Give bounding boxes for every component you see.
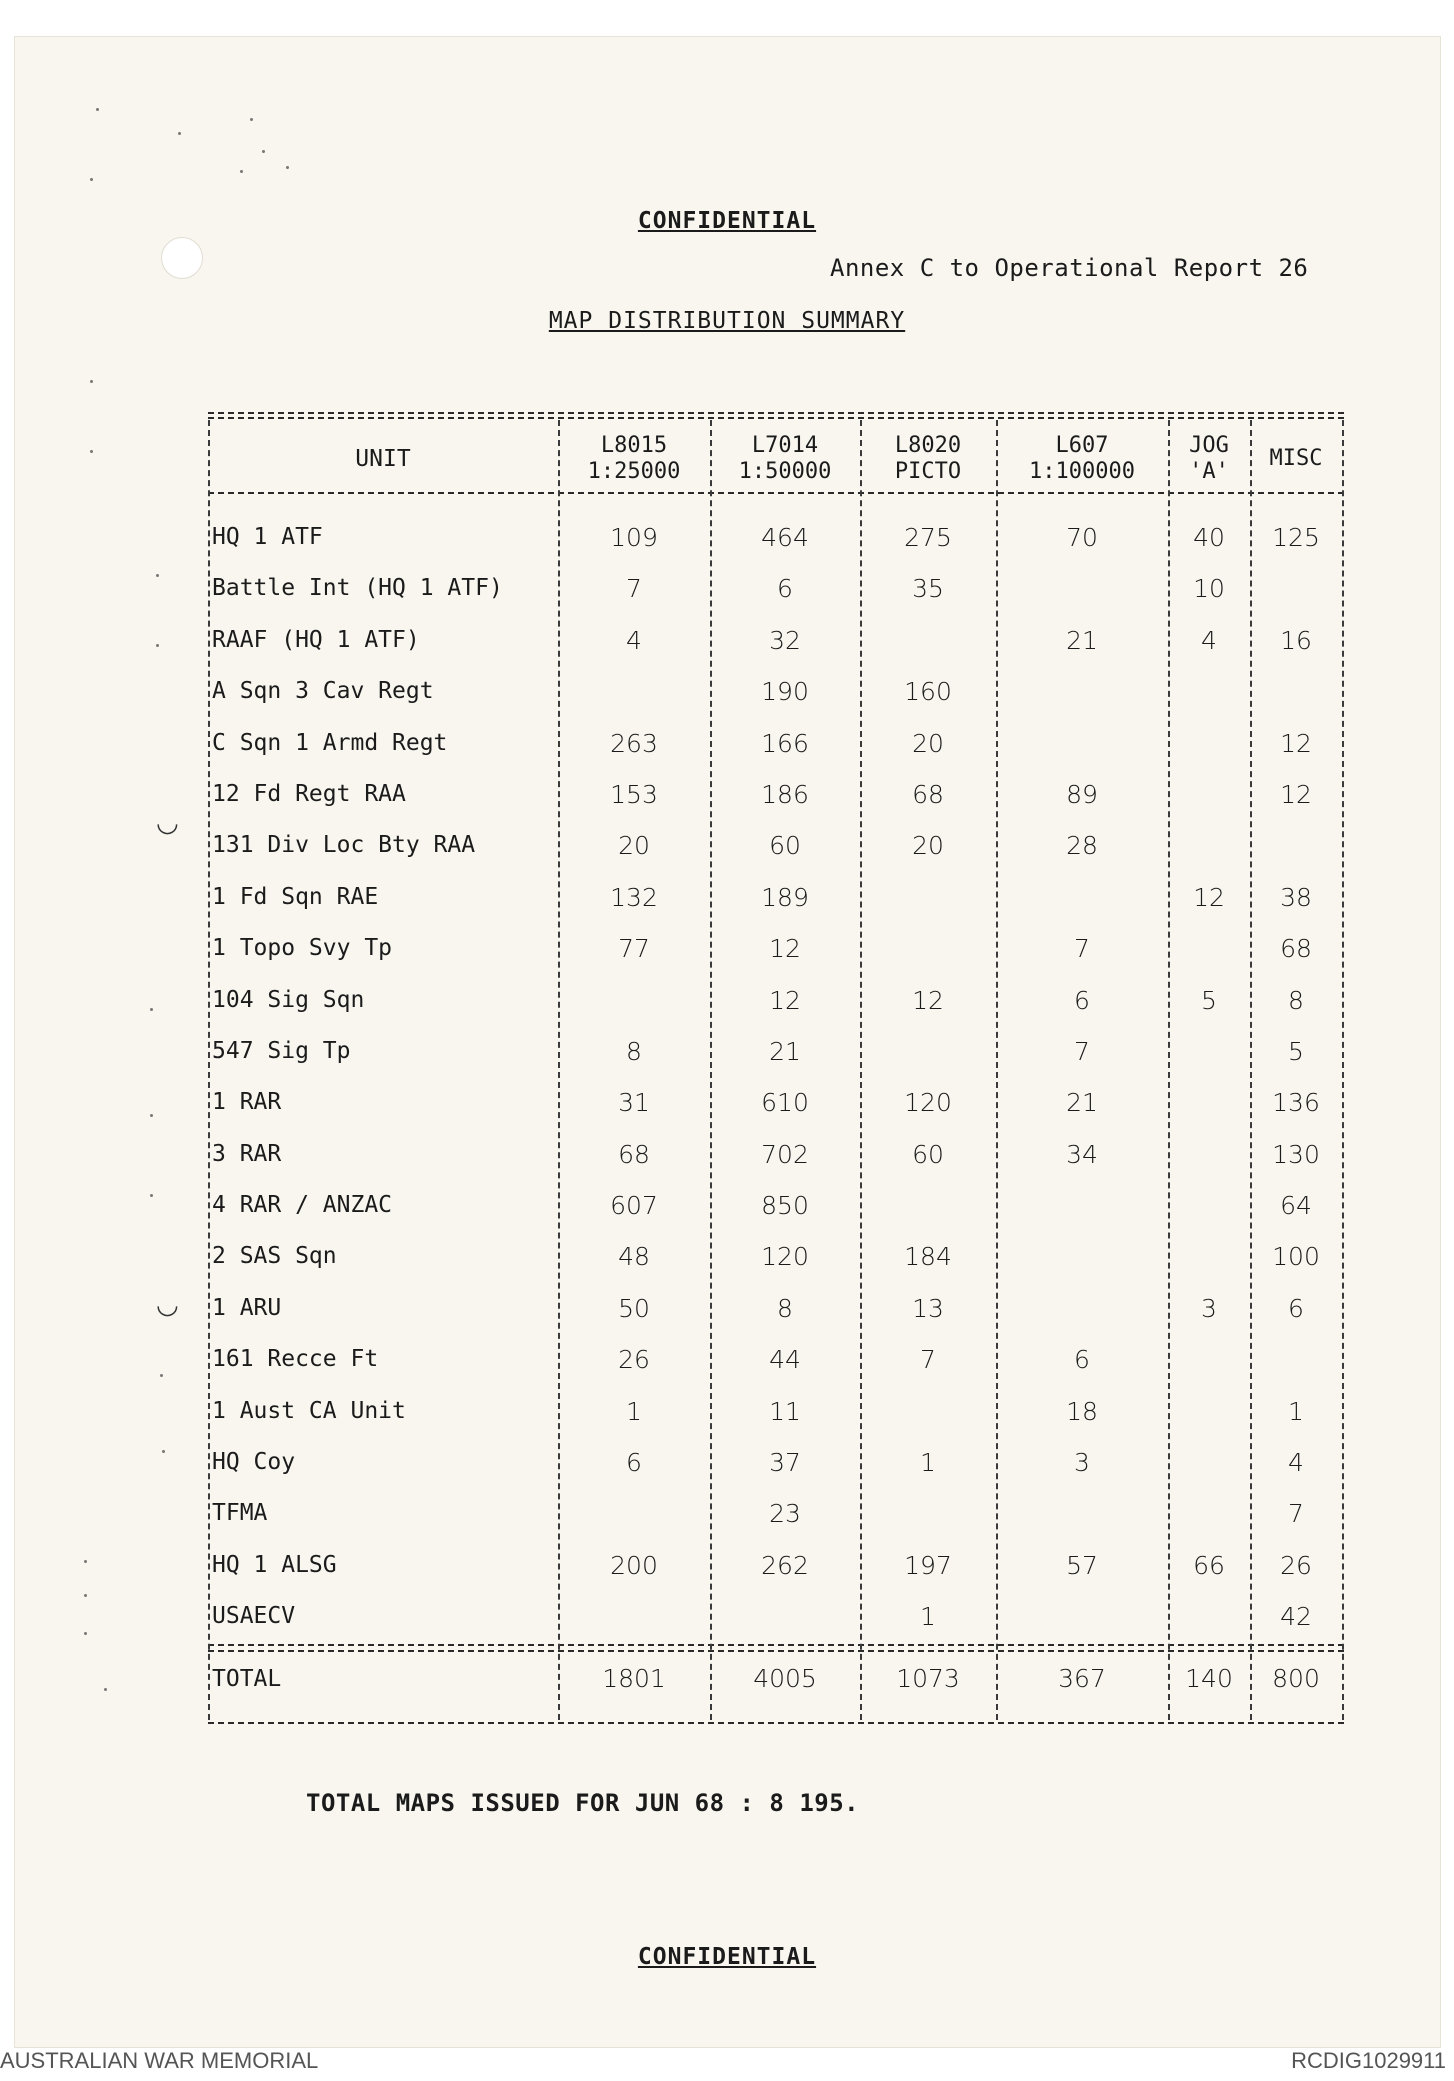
cell-misc: 12 [1280, 779, 1312, 809]
cell-jog [1168, 820, 1250, 871]
cell-l607 [996, 666, 1168, 717]
cell-l8020: 184 [904, 1242, 952, 1272]
scan-speckle [150, 1008, 153, 1011]
cell-l8020: 275 [904, 523, 952, 552]
unit-name: 547 Sig Tp [212, 1037, 351, 1064]
cell-jog [1168, 1180, 1250, 1231]
unit-name: 104 Sig Sqn [212, 986, 365, 1013]
cell-l607: 21 [1066, 625, 1098, 655]
total-maps-summary: TOTAL MAPS ISSUED FOR JUN 68 : 8 195. [306, 1789, 860, 1817]
table-row [208, 1231, 1344, 1282]
scan-speckle [84, 1594, 87, 1597]
total-jog: 140 [1185, 1664, 1233, 1693]
cell-jog: 4 [1201, 625, 1217, 655]
cell-l8020 [860, 923, 996, 974]
scan-speckle [84, 1560, 87, 1563]
column-header-label: UNIT [355, 446, 411, 472]
cell-l7014: 8 [777, 1293, 793, 1323]
cell-l8020: 1 [920, 1602, 936, 1632]
table-row [208, 1026, 1344, 1077]
table-row [208, 769, 1344, 820]
unit-name: RAAF (HQ 1 ATF) [212, 626, 420, 653]
cell-l7014: 262 [761, 1550, 809, 1580]
cell-l7014: 12 [769, 985, 801, 1015]
column-header-scale: 'A' [1189, 459, 1229, 484]
cell-jog: 66 [1193, 1550, 1225, 1580]
cell-misc: 64 [1280, 1191, 1312, 1221]
cell-misc: 4 [1288, 1448, 1304, 1478]
unit-name: 1 ARU [212, 1294, 282, 1321]
scan-speckle [90, 450, 93, 453]
cell-l8015: 20 [618, 831, 650, 861]
unit-name: A Sqn 3 Cav Regt [212, 678, 434, 705]
cell-jog [1168, 1026, 1250, 1077]
cell-l8015: 607 [610, 1191, 658, 1221]
unit-name: 1 RAR [212, 1089, 282, 1116]
unit-name: 2 SAS Sqn [212, 1243, 337, 1270]
cell-l8020: 160 [904, 677, 952, 707]
cell-l7014: 44 [769, 1345, 801, 1375]
cell-misc: 1 [1288, 1396, 1304, 1426]
cell-l8020: 68 [912, 779, 944, 809]
table-top-rule [208, 412, 1344, 414]
cell-l8015: 132 [610, 882, 658, 912]
cell-jog [1168, 1231, 1250, 1282]
unit-name: C Sqn 1 Armd Regt [212, 729, 448, 756]
cell-l8015 [558, 666, 710, 717]
cell-l7014: 60 [769, 831, 801, 861]
cell-jog: 12 [1193, 882, 1225, 912]
cell-l8015: 6 [626, 1448, 642, 1478]
cell-l8020 [860, 1026, 996, 1077]
cell-l607: 6 [1074, 985, 1090, 1015]
cell-misc: 38 [1280, 882, 1312, 912]
cell-l8015: 68 [618, 1139, 650, 1169]
scan-speckle [96, 108, 99, 111]
cell-l7014: 186 [761, 779, 809, 809]
cell-l7014: 23 [769, 1499, 801, 1529]
cell-l7014: 702 [761, 1139, 809, 1169]
table-row [208, 1437, 1344, 1488]
cell-misc: 6 [1288, 1293, 1304, 1323]
cell-jog [1168, 1334, 1250, 1385]
archive-reference-id: RCDIG1029911 [1291, 2048, 1446, 2073]
cell-misc [1250, 1334, 1342, 1385]
cell-l607: 6 [1074, 1345, 1090, 1375]
cell-l8015: 50 [618, 1293, 650, 1323]
cell-l8015: 263 [610, 728, 658, 758]
cell-l607: 34 [1066, 1139, 1098, 1169]
cell-misc: 8 [1288, 985, 1304, 1015]
cell-l8015: 48 [618, 1242, 650, 1272]
table-row [208, 872, 1344, 923]
cell-jog [1168, 1488, 1250, 1539]
cell-jog [1168, 923, 1250, 974]
cell-l7014: 464 [761, 523, 809, 552]
cell-l8015: 77 [618, 934, 650, 964]
table-bottom-rule [208, 1722, 1344, 1724]
table-row [208, 820, 1344, 871]
cell-l7014: 32 [769, 625, 801, 655]
unit-name: 1 Topo Svy Tp [212, 935, 393, 962]
cell-l8015: 109 [610, 523, 658, 552]
unit-name: 1 Aust CA Unit [212, 1397, 406, 1424]
table-row [208, 563, 1344, 614]
scan-speckle [84, 1632, 87, 1635]
punch-hole [161, 237, 203, 279]
total-row [208, 1649, 1344, 1709]
cell-misc: 125 [1272, 523, 1320, 552]
total-l7014: 4005 [753, 1664, 817, 1693]
margin-tick-mark: ◡ [156, 808, 179, 838]
cell-jog [1168, 718, 1250, 769]
unit-name: HQ 1 ATF [212, 524, 323, 550]
cell-l8015: 8 [626, 1036, 642, 1066]
cell-l8015: 1 [626, 1396, 642, 1426]
document-title: MAP DISTRIBUTION SUMMARY [548, 308, 906, 334]
cell-jog [1168, 1077, 1250, 1128]
unit-name: 131 Div Loc Bty RAA [212, 832, 476, 859]
cell-l8020 [860, 1488, 996, 1539]
cell-l8015: 4 [626, 625, 642, 655]
cell-l607: 7 [1074, 1036, 1090, 1066]
cell-l607 [996, 1488, 1168, 1539]
column-header-jog [1168, 424, 1250, 494]
cell-l607 [996, 1591, 1168, 1642]
cell-jog [1168, 1129, 1250, 1180]
table-row [208, 1283, 1344, 1334]
cell-misc: 5 [1288, 1036, 1304, 1066]
table-row [208, 666, 1344, 717]
column-header-unit [208, 424, 558, 494]
table-row [208, 1386, 1344, 1437]
cell-l8020 [860, 1180, 996, 1231]
column-header-l8015 [558, 424, 710, 494]
cell-jog: 40 [1193, 523, 1225, 552]
cell-jog [1168, 666, 1250, 717]
cell-l7014: 37 [769, 1448, 801, 1478]
unit-name: USAECV [212, 1603, 296, 1630]
table-body [208, 512, 1344, 1643]
scan-speckle [150, 1114, 153, 1117]
cell-l8020: 7 [920, 1345, 936, 1375]
unit-name: 12 Fd Regt RAA [212, 780, 406, 807]
column-header-label: L7014 [751, 433, 819, 458]
column-header-label: MISC [1269, 446, 1323, 471]
cell-misc: 100 [1272, 1242, 1320, 1272]
cell-l7014 [710, 1591, 860, 1642]
unit-name: 4 RAR / ANZAC [212, 1192, 393, 1219]
cell-misc: 16 [1280, 625, 1312, 655]
column-header-l607 [996, 424, 1168, 494]
cell-l7014: 11 [769, 1396, 801, 1426]
column-header-label: L8020 [894, 433, 962, 458]
scan-speckle [104, 1688, 107, 1691]
cell-l607 [996, 1231, 1168, 1282]
cell-misc: 68 [1280, 934, 1312, 964]
table-row [208, 718, 1344, 769]
cell-l8015: 31 [618, 1088, 650, 1118]
table-row [208, 1180, 1344, 1231]
cell-misc [1250, 820, 1342, 871]
scan-speckle [90, 178, 93, 181]
classification-top: CONFIDENTIAL [637, 208, 817, 234]
cell-l8020: 35 [912, 574, 944, 604]
total-l607: 367 [1058, 1664, 1106, 1693]
cell-jog: 5 [1201, 985, 1217, 1015]
cell-jog: 10 [1193, 574, 1225, 604]
scan-speckle [286, 166, 289, 169]
cell-l607: 3 [1074, 1448, 1090, 1478]
cell-l607: 7 [1074, 934, 1090, 964]
scan-speckle [160, 1374, 163, 1377]
cell-l607: 70 [1066, 523, 1098, 552]
cell-l607 [996, 1180, 1168, 1231]
cell-jog: 3 [1201, 1293, 1217, 1323]
table-row [208, 923, 1344, 974]
table-row [208, 975, 1344, 1026]
table-top-rule [208, 417, 1344, 419]
total-misc: 800 [1272, 1664, 1320, 1693]
cell-jog [1168, 1591, 1250, 1642]
scan-speckle [90, 380, 93, 383]
cell-l607: 18 [1066, 1396, 1098, 1426]
scan-speckle [240, 170, 243, 173]
column-header-scale: 1:50000 [738, 459, 832, 484]
annex-reference: Annex C to Operational Report 26 [830, 254, 1309, 282]
cell-l8015 [558, 1591, 710, 1642]
cell-l8020: 20 [912, 728, 944, 758]
total-l8015: 1801 [602, 1664, 666, 1693]
cell-l7014: 12 [769, 934, 801, 964]
unit-name: 161 Recce Ft [212, 1346, 379, 1373]
cell-l8020 [860, 615, 996, 666]
column-header-scale: 1:100000 [1029, 459, 1135, 484]
column-header-l8020 [860, 424, 996, 494]
cell-l607: 21 [1066, 1088, 1098, 1118]
scan-speckle [156, 644, 159, 647]
unit-name: 3 RAR [212, 1140, 282, 1167]
cell-l607 [996, 872, 1168, 923]
classification-bottom: CONFIDENTIAL [637, 1944, 817, 1970]
cell-l8015: 26 [618, 1345, 650, 1375]
table-row [208, 1591, 1344, 1642]
unit-name: HQ Coy [212, 1449, 296, 1476]
cell-l7014: 189 [761, 882, 809, 912]
cell-l7014: 120 [761, 1242, 809, 1272]
table-row [208, 1129, 1344, 1180]
cell-l8020 [860, 872, 996, 923]
cell-l7014: 190 [761, 677, 809, 707]
cell-l7014: 166 [761, 728, 809, 758]
unit-name: 1 Fd Sqn RAE [212, 883, 379, 910]
total-l8020: 1073 [896, 1664, 960, 1693]
column-header-l7014 [710, 424, 860, 494]
cell-misc: 42 [1280, 1602, 1312, 1632]
cell-l8015: 7 [626, 574, 642, 604]
cell-l8020: 12 [912, 985, 944, 1015]
cell-l7014: 850 [761, 1191, 809, 1221]
cell-l607 [996, 718, 1168, 769]
cell-l8020: 1 [920, 1448, 936, 1478]
column-header-label: L8015 [600, 433, 668, 458]
cell-l7014: 6 [777, 574, 793, 604]
cell-misc: 136 [1272, 1088, 1320, 1118]
cell-jog [1168, 1386, 1250, 1437]
table-row [208, 1540, 1344, 1591]
cell-misc: 7 [1288, 1499, 1304, 1529]
cell-l8015: 200 [610, 1550, 658, 1580]
table-row [208, 1077, 1344, 1128]
cell-l8020: 13 [912, 1293, 944, 1323]
cell-l8020 [860, 1386, 996, 1437]
table-row [208, 1334, 1344, 1385]
cell-jog [1168, 1437, 1250, 1488]
column-header-label: JOG [1189, 433, 1229, 458]
cell-l7014: 21 [769, 1036, 801, 1066]
scan-speckle [150, 1194, 153, 1197]
cell-jog [1168, 769, 1250, 820]
cell-l8015 [558, 975, 710, 1026]
cell-misc: 130 [1272, 1139, 1320, 1169]
cell-misc: 26 [1280, 1550, 1312, 1580]
column-header-scale: PICTO [894, 459, 962, 484]
cell-l607: 89 [1066, 779, 1098, 809]
cell-l607: 57 [1066, 1550, 1098, 1580]
cell-l607 [996, 1283, 1168, 1334]
cell-l8020: 120 [904, 1088, 952, 1118]
cell-l607: 28 [1066, 831, 1098, 861]
unit-name: HQ 1 ALSG [212, 1551, 337, 1578]
scan-speckle [156, 574, 159, 577]
table-row [208, 512, 1344, 563]
total-top-rule [208, 1644, 1344, 1646]
unit-name: TFMA [212, 1500, 268, 1527]
cell-l8020: 60 [912, 1139, 944, 1169]
scan-speckle [250, 118, 253, 121]
cell-l8020: 197 [904, 1550, 952, 1580]
column-header-misc [1250, 424, 1342, 494]
scan-speckle [178, 132, 181, 135]
scan-speckle [162, 1450, 165, 1453]
cell-l8015: 153 [610, 779, 658, 809]
table-row [208, 615, 1344, 666]
cell-misc [1250, 563, 1342, 614]
margin-tick-mark: ◡ [156, 1290, 179, 1320]
column-header-scale: 1:25000 [587, 459, 681, 484]
cell-l7014: 610 [761, 1088, 809, 1118]
map-distribution-table [208, 412, 1344, 1728]
cell-misc [1250, 666, 1342, 717]
column-header-label: L607 [1055, 433, 1109, 458]
table-row [208, 1488, 1344, 1539]
scan-speckle [262, 150, 265, 153]
cell-l607 [996, 563, 1168, 614]
unit-name: Battle Int (HQ 1 ATF) [212, 575, 503, 602]
total-label: TOTAL [212, 1666, 282, 1692]
cell-l8015 [558, 1488, 710, 1539]
cell-misc: 12 [1280, 728, 1312, 758]
archive-attribution: AUSTRALIAN WAR MEMORIAL [0, 2048, 319, 2073]
cell-l8020: 20 [912, 831, 944, 861]
